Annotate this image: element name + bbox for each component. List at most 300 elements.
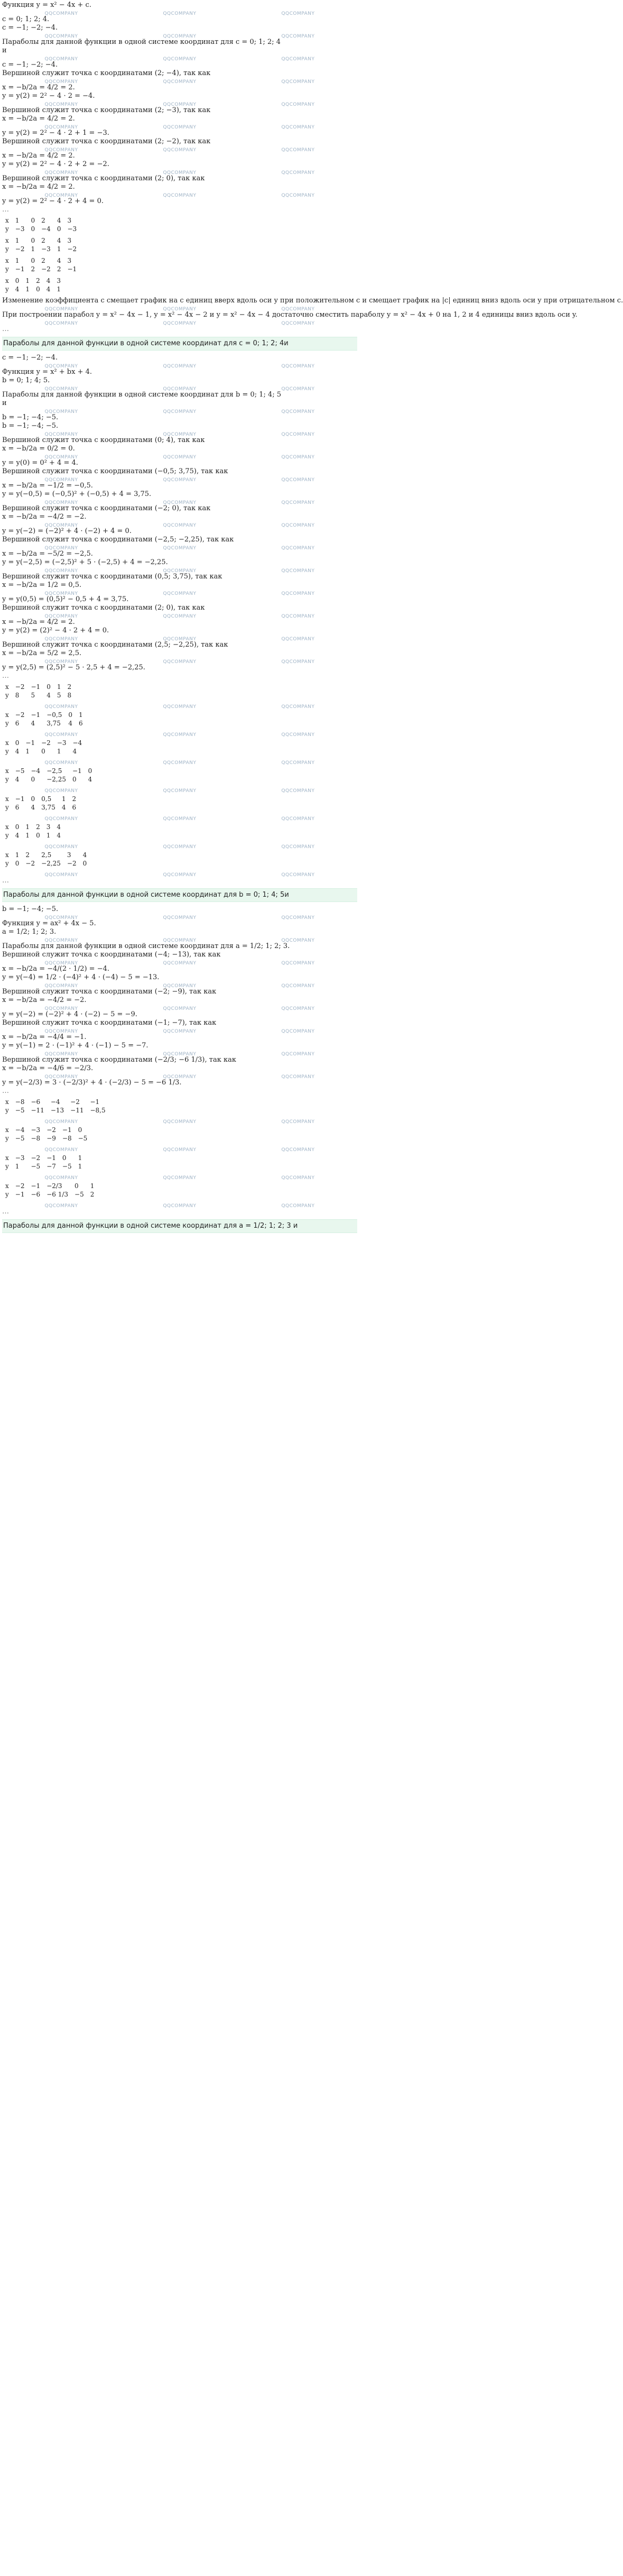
- table-row: [2, 285, 64, 293]
- table-cell: −1: [67, 265, 77, 273]
- watermark-row: [2, 658, 357, 664]
- table-cell: 6: [15, 720, 20, 727]
- text-line: y = y(−2/3) = 3 · (−2/3)² + 4 · (−2/3) − 5 = −6 1/3.: [2, 1079, 182, 1087]
- values-table: [2, 823, 64, 840]
- watermark: QQCOMPANY: [44, 614, 78, 619]
- watermark-row: [2, 1174, 357, 1180]
- watermark: QQCOMPANY: [163, 170, 197, 176]
- watermark: QQCOMPANY: [163, 1119, 197, 1125]
- text-line: y = y(2) = 2² − 4 · 2 + 4 = 0.: [2, 197, 104, 205]
- watermark-row: [2, 1027, 357, 1033]
- watermark: QQCOMPANY: [163, 961, 197, 966]
- table-cell: −1: [47, 1154, 56, 1162]
- text-line: b = −1; −4; −5.: [2, 413, 59, 421]
- table-cell: 4: [57, 217, 61, 224]
- watermark: QQCOMPANY: [44, 872, 78, 878]
- watermark: QQCOMPANY: [163, 1029, 197, 1034]
- watermark: QQCOMPANY: [281, 79, 315, 85]
- table-cell: −4: [41, 225, 51, 233]
- separator: …: [2, 877, 9, 885]
- table-row: [2, 719, 86, 728]
- text-line: Вершиной служит точка с координатами (−0,5; 3,75), так как: [2, 467, 228, 475]
- table-cell: −4: [31, 767, 41, 775]
- watermark: QQCOMPANY: [44, 170, 78, 176]
- table-cell: −3: [15, 225, 25, 233]
- values-table: [2, 1126, 90, 1143]
- watermark: QQCOMPANY: [44, 1175, 78, 1181]
- table-cell: 3,75: [41, 804, 55, 811]
- table-cell: y: [5, 1107, 9, 1114]
- watermark: QQCOMPANY: [163, 1203, 197, 1209]
- table-cell: −7: [47, 1163, 56, 1170]
- text-line: x = −b/2a = 1/2 = 0,5.: [2, 581, 82, 589]
- table-cell: −2,25: [47, 776, 66, 783]
- values-table: [2, 256, 80, 273]
- text-line: y = y(2) = 2² − 4 · 2 = −4.: [2, 92, 95, 100]
- values-table: [2, 851, 90, 868]
- table-cell: −3: [67, 225, 77, 233]
- table-cell: 4: [57, 257, 61, 264]
- text-line: Функция y = ax² + 4x − 5.: [2, 919, 96, 927]
- table-cell: x: [5, 739, 9, 747]
- watermark: QQCOMPANY: [281, 170, 315, 176]
- table-cell: x: [5, 851, 9, 859]
- text-line: Функция y = x² − 4x + c.: [2, 1, 91, 9]
- table-cell: 0: [68, 711, 72, 719]
- table-cell: 0: [15, 823, 20, 831]
- table-row: [2, 767, 95, 775]
- watermark: QQCOMPANY: [163, 637, 197, 642]
- table-cell: 2,5: [41, 851, 52, 859]
- watermark: QQCOMPANY: [163, 1074, 197, 1080]
- table-cell: −3: [31, 1126, 41, 1134]
- watermark: QQCOMPANY: [44, 193, 78, 198]
- table-cell: 1: [15, 217, 20, 224]
- table-cell: −6: [31, 1191, 41, 1198]
- table-cell: 1: [15, 257, 20, 264]
- table-row: [2, 1154, 85, 1162]
- watermark: QQCOMPANY: [281, 11, 315, 16]
- watermark: QQCOMPANY: [281, 1147, 315, 1153]
- separator: …: [2, 1087, 9, 1095]
- table-cell: −2/3: [47, 1182, 62, 1190]
- watermark: QQCOMPANY: [163, 546, 197, 551]
- watermark: QQCOMPANY: [44, 546, 78, 551]
- watermark: QQCOMPANY: [44, 34, 78, 39]
- watermark-row: [2, 521, 357, 527]
- table-cell: y: [5, 776, 9, 783]
- values-table: [2, 795, 79, 812]
- watermark: QQCOMPANY: [163, 844, 197, 850]
- table-cell: −2: [70, 1098, 80, 1106]
- table-cell: 3: [67, 851, 71, 859]
- table-cell: x: [5, 237, 9, 244]
- watermark: QQCOMPANY: [163, 148, 197, 153]
- watermark: QQCOMPANY: [163, 477, 197, 483]
- watermark: QQCOMPANY: [44, 11, 78, 16]
- text-line: a = 1/2; 1; 2; 3.: [2, 928, 57, 936]
- text-line: c = −1; −2; −4.: [2, 24, 58, 32]
- watermark-row: [2, 843, 357, 849]
- watermark-row: [2, 1073, 357, 1079]
- table-cell: 0: [75, 1182, 79, 1190]
- values-table: [2, 683, 75, 700]
- watermark: QQCOMPANY: [44, 1029, 78, 1034]
- table-cell: −1: [62, 1126, 72, 1134]
- watermark: QQCOMPANY: [281, 961, 315, 966]
- watermark: QQCOMPANY: [281, 1175, 315, 1181]
- table-cell: 1: [25, 286, 30, 293]
- watermark: QQCOMPANY: [44, 816, 78, 822]
- watermark: QQCOMPANY: [44, 79, 78, 85]
- watermark: QQCOMPANY: [281, 659, 315, 665]
- table-cell: 4: [57, 832, 61, 839]
- table-cell: 0: [15, 739, 20, 747]
- table-cell: 3: [67, 217, 72, 224]
- table-cell: 1: [57, 683, 61, 691]
- watermark: QQCOMPANY: [281, 387, 315, 392]
- separator: …: [2, 672, 9, 680]
- text-line: Вершиной служит точка с координатами (2; 0), так как: [2, 174, 205, 182]
- table-row: [2, 1106, 109, 1115]
- text-line: Вершиной служит точка с координатами (2; −2), так как: [2, 137, 211, 145]
- text-line: Вершиной служит точка с координатами (−4; −13), так как: [2, 951, 221, 959]
- table-cell: 0: [31, 795, 35, 803]
- table-cell: −2: [67, 245, 77, 253]
- table-cell: 0: [31, 776, 35, 783]
- table-cell: x: [5, 1182, 9, 1190]
- watermark: QQCOMPANY: [281, 844, 315, 850]
- table-cell: 6: [78, 720, 83, 727]
- watermark-row: [2, 476, 357, 482]
- table-cell: −4: [50, 1098, 60, 1106]
- watermark: QQCOMPANY: [163, 11, 197, 16]
- table-cell: −2: [15, 245, 25, 253]
- watermark-row: [2, 544, 357, 550]
- values-table: [2, 277, 64, 293]
- watermark: QQCOMPANY: [163, 432, 197, 437]
- watermark-row: [2, 32, 357, 38]
- text-line: Вершиной служит точка с координатами (−2,5; −2,25), так как: [2, 536, 234, 544]
- table-cell: 4: [82, 851, 87, 859]
- watermark: QQCOMPANY: [163, 364, 197, 369]
- text-line: Параболы для данной функции в одной системе координат для b = 0; 1; 4; 5: [2, 391, 282, 399]
- watermark: QQCOMPANY: [281, 872, 315, 878]
- table-cell: −5: [78, 1135, 88, 1142]
- text-line: c = −1; −2; −4.: [2, 354, 58, 362]
- watermark-row: [2, 731, 357, 737]
- watermark: QQCOMPANY: [44, 1147, 78, 1153]
- table-cell: −11: [31, 1107, 44, 1114]
- watermark: QQCOMPANY: [163, 614, 197, 619]
- table-cell: 4: [72, 748, 77, 755]
- table-cell: x: [5, 1154, 9, 1162]
- table-cell: 0: [88, 767, 92, 775]
- watermark: QQCOMPANY: [281, 938, 315, 943]
- table-row: [2, 831, 64, 840]
- watermark-row: [2, 959, 357, 965]
- text-line: Вершиной служит точка с координатами (0,5; 3,75), так как: [2, 573, 222, 581]
- watermark-row: [2, 1050, 357, 1056]
- table-cell: −2: [47, 1126, 56, 1134]
- table-cell: −1: [15, 795, 25, 803]
- text-line: y = y(0,5) = (0,5)² − 0,5 + 4 = 3,75.: [2, 595, 129, 603]
- table-cell: 4: [15, 832, 20, 839]
- table-row: [2, 1190, 97, 1199]
- text-line: c = −1; −2; −4.: [2, 61, 58, 69]
- text-line: При построении парабол y = x² − 4x − 1, y = x² − 4x − 2 и y = x² − 4x − 4 достаточно сместить параболу y = x² − 4x + 0 на 1, 2 и 4 единицы вниз вдоль оси y.: [2, 311, 578, 319]
- table-cell: −6 1/3: [47, 1191, 69, 1198]
- text-line: y = y(−2,5) = (−2,5)² + 5 · (−2,5) + 4 = −2,25.: [2, 558, 168, 566]
- table-row: [2, 711, 86, 719]
- section-header: Параболы для данной функции в одной системе координат для c = 0; 1; 2; 4и: [2, 337, 357, 351]
- text-line: y = y(2) = 2² − 4 · 2 + 1 = −3.: [2, 129, 109, 137]
- text-line: Вершиной служит точка с координатами (2; −3), так как: [2, 106, 211, 114]
- watermark-row: [2, 385, 357, 391]
- table-cell: −4: [72, 739, 82, 747]
- watermark-row: [2, 914, 357, 919]
- watermark: QQCOMPANY: [281, 816, 315, 822]
- table-cell: −11: [70, 1107, 84, 1114]
- table-cell: −8: [62, 1135, 72, 1142]
- watermark: QQCOMPANY: [44, 732, 78, 738]
- table-cell: −6: [31, 1098, 41, 1106]
- watermark-row: [2, 1202, 357, 1208]
- text-line: b = −1; −4; −5.: [2, 905, 59, 913]
- table-row: [2, 683, 75, 691]
- watermark-row: [2, 936, 357, 942]
- table-cell: 2: [41, 217, 45, 224]
- text-line: Вершиной служит точка с координатами (−1; −7), так как: [2, 1019, 217, 1027]
- table-cell: 0: [15, 277, 20, 284]
- watermark-row: [2, 815, 357, 821]
- table-cell: 2: [67, 683, 72, 691]
- table-cell: 2: [90, 1191, 95, 1198]
- table-cell: −2: [15, 1182, 25, 1190]
- watermark-row: [2, 787, 357, 793]
- table-cell: y: [5, 804, 9, 811]
- table-cell: −2: [15, 711, 25, 719]
- watermark: QQCOMPANY: [281, 102, 315, 107]
- watermark: QQCOMPANY: [281, 432, 315, 437]
- watermark: QQCOMPANY: [44, 788, 78, 794]
- table-cell: −1: [25, 739, 35, 747]
- text-line: x = −b/2a = −5/2 = −2,5.: [2, 550, 93, 558]
- watermark: QQCOMPANY: [44, 455, 78, 460]
- table-cell: y: [5, 245, 9, 253]
- watermark: QQCOMPANY: [281, 321, 315, 326]
- watermark: QQCOMPANY: [163, 1006, 197, 1011]
- values-table: [2, 767, 95, 784]
- watermark: QQCOMPANY: [281, 193, 315, 198]
- table-row: [2, 277, 64, 285]
- table-cell: 4: [47, 692, 51, 699]
- watermark-row: [2, 362, 357, 368]
- watermark: QQCOMPANY: [163, 79, 197, 85]
- table-cell: 3: [67, 257, 72, 264]
- table-cell: y: [5, 832, 9, 839]
- text-line: x = −b/2a = 4/2 = 2.: [2, 115, 75, 123]
- watermark: QQCOMPANY: [163, 659, 197, 665]
- table-cell: 1: [90, 1182, 95, 1190]
- text-line: x = −b/2a = 4/2 = 2.: [2, 152, 75, 160]
- separator: …: [2, 1208, 9, 1216]
- table-cell: y: [5, 1135, 9, 1142]
- table-cell: 0: [31, 225, 35, 233]
- table-cell: −2: [67, 860, 77, 867]
- watermark: QQCOMPANY: [44, 1006, 78, 1011]
- watermark: QQCOMPANY: [281, 704, 315, 710]
- table-cell: x: [5, 1098, 9, 1106]
- table-cell: 8: [15, 692, 20, 699]
- table-cell: −5: [15, 1107, 25, 1114]
- table-cell: 1: [78, 1163, 82, 1170]
- watermark: QQCOMPANY: [163, 321, 197, 326]
- watermark: QQCOMPANY: [44, 307, 78, 312]
- table-cell: 0: [78, 1126, 82, 1134]
- watermark: QQCOMPANY: [44, 659, 78, 665]
- watermark: QQCOMPANY: [163, 387, 197, 392]
- table-row: [2, 225, 80, 233]
- watermark: QQCOMPANY: [163, 568, 197, 574]
- table-cell: x: [5, 711, 9, 719]
- table-cell: 3: [67, 237, 72, 244]
- watermark-row: [2, 635, 357, 641]
- table-row: [2, 691, 75, 700]
- watermark: QQCOMPANY: [44, 57, 78, 62]
- table-row: [2, 747, 85, 756]
- watermark: QQCOMPANY: [44, 568, 78, 574]
- text-line: x = −b/2a = −4/(2 · 1/2) = −4.: [2, 965, 109, 973]
- table-cell: 4: [61, 804, 66, 811]
- text-line: c = 0; 1; 2; 4.: [2, 15, 50, 23]
- watermark: QQCOMPANY: [163, 704, 197, 710]
- values-table: [2, 1182, 97, 1199]
- table-cell: y: [5, 720, 9, 727]
- text-line: y = y(0) = 0² + 4 = 4.: [2, 459, 78, 467]
- table-cell: x: [5, 277, 9, 284]
- table-cell: 0: [82, 860, 87, 867]
- watermark-row: [2, 55, 357, 61]
- table-cell: y: [5, 265, 9, 273]
- text-line: x = −b/2a = −4/2 = −2.: [2, 513, 87, 521]
- watermark: QQCOMPANY: [163, 591, 197, 596]
- table-cell: 4: [31, 720, 35, 727]
- table-row: [2, 851, 90, 859]
- watermark-row: [2, 1118, 357, 1124]
- watermark: QQCOMPANY: [281, 523, 315, 528]
- table-cell: 1: [61, 795, 66, 803]
- values-table: [2, 711, 86, 728]
- table-cell: −2: [41, 265, 51, 273]
- table-cell: −5: [62, 1163, 72, 1170]
- table-cell: 3: [46, 823, 51, 831]
- watermark: QQCOMPANY: [163, 523, 197, 528]
- table-cell: −1: [15, 1191, 25, 1198]
- table-cell: −1: [90, 1098, 100, 1106]
- table-cell: −3: [57, 739, 67, 747]
- separator: …: [2, 206, 9, 214]
- table-cell: 1: [57, 748, 61, 755]
- watermark-row: [2, 1146, 357, 1152]
- watermark: QQCOMPANY: [44, 387, 78, 392]
- table-cell: 3: [57, 277, 61, 284]
- text-line: Вершиной служит точка с координатами (2; 0), так как: [2, 604, 205, 612]
- table-cell: −5: [75, 1191, 84, 1198]
- table-row: [2, 265, 80, 273]
- table-cell: 1: [25, 823, 30, 831]
- table-cell: 0: [31, 217, 35, 224]
- table-row: [2, 775, 95, 784]
- text-line: Вершиной служит точка с координатами (2; −4), так как: [2, 69, 211, 77]
- table-cell: y: [5, 286, 9, 293]
- watermark: QQCOMPANY: [163, 193, 197, 198]
- table-cell: −2: [25, 860, 35, 867]
- watermark-row: [2, 78, 357, 84]
- table-cell: 0: [31, 257, 35, 264]
- watermark: QQCOMPANY: [163, 872, 197, 878]
- table-cell: 1: [15, 237, 20, 244]
- table-row: [2, 739, 85, 747]
- table-cell: −8: [31, 1135, 41, 1142]
- watermark: QQCOMPANY: [44, 409, 78, 415]
- watermark: QQCOMPANY: [44, 523, 78, 528]
- watermark: QQCOMPANY: [163, 455, 197, 460]
- text-line: Вершиной служит точка с координатами (2,5; −2,25), так как: [2, 641, 228, 649]
- watermark: QQCOMPANY: [163, 1175, 197, 1181]
- table-row: [2, 216, 80, 225]
- watermark: QQCOMPANY: [281, 568, 315, 574]
- watermark-row: [2, 169, 357, 174]
- table-row: [2, 236, 80, 245]
- table-cell: 1: [78, 711, 83, 719]
- watermark: QQCOMPANY: [163, 102, 197, 107]
- text-line: Вершиной служит точка с координатами (0; 4), так как: [2, 436, 205, 444]
- watermark: QQCOMPANY: [163, 816, 197, 822]
- text-line: y = y(−2) = (−2)² + 4 · (−2) + 4 = 0.: [2, 527, 132, 535]
- table-row: [2, 1126, 90, 1134]
- watermark: QQCOMPANY: [281, 1029, 315, 1034]
- table-row: [2, 1162, 85, 1171]
- watermark: QQCOMPANY: [44, 477, 78, 483]
- table-cell: 4: [57, 237, 61, 244]
- separator: …: [2, 325, 9, 333]
- table-cell: 5: [57, 692, 61, 699]
- table-row: [2, 803, 79, 812]
- text-line: x = −b/2a = 4/2 = 2.: [2, 618, 75, 626]
- table-cell: −1: [15, 265, 25, 273]
- table-cell: 1: [25, 748, 30, 755]
- table-cell: 1: [57, 286, 61, 293]
- table-cell: y: [5, 748, 9, 755]
- watermark: QQCOMPANY: [44, 364, 78, 369]
- table-cell: 1: [57, 245, 61, 253]
- table-cell: −2: [15, 683, 25, 691]
- table-cell: −13: [50, 1107, 64, 1114]
- table-cell: 0,5: [41, 795, 52, 803]
- table-cell: 2: [36, 823, 40, 831]
- table-cell: x: [5, 767, 9, 775]
- text-line: y = y(−2) = (−2)² + 4 · (−2) − 5 = −9.: [2, 1010, 137, 1018]
- text-line: y = y(−4) = 1/2 · (−4)² + 4 · (−4) − 5 = −13.: [2, 973, 160, 981]
- watermark: QQCOMPANY: [44, 125, 78, 130]
- table-cell: y: [5, 692, 9, 699]
- table-cell: y: [5, 1163, 9, 1170]
- table-row: [2, 859, 90, 868]
- table-cell: 2: [72, 795, 77, 803]
- table-cell: 0: [47, 683, 51, 691]
- watermark: QQCOMPANY: [163, 34, 197, 39]
